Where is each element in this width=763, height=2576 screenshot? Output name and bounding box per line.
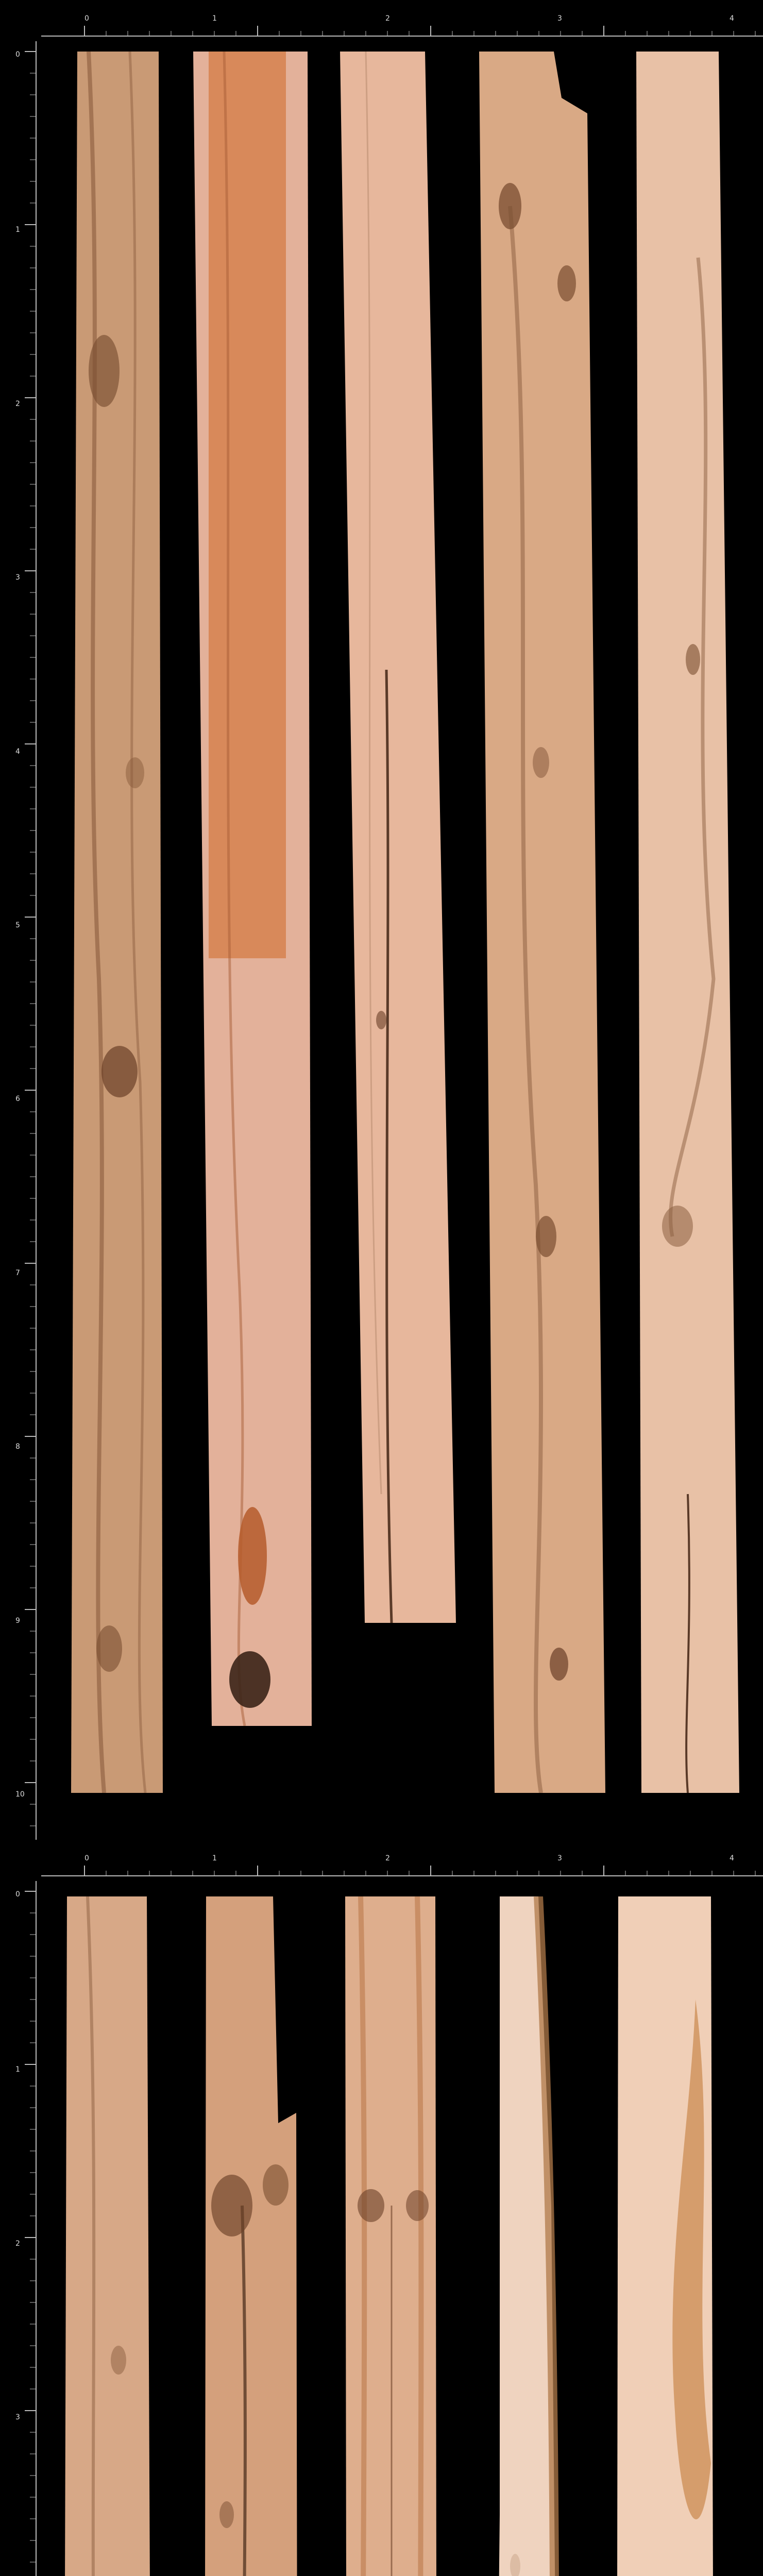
ruler-label: 3: [15, 2413, 20, 2421]
board-4: [479, 52, 605, 1793]
ruler-label: 4: [730, 1854, 734, 1862]
ruler-label: 2: [385, 14, 390, 23]
board-1: [68, 52, 166, 1793]
ruler-label: 0: [15, 50, 20, 59]
board-3: [340, 52, 456, 1623]
ruler-label: 4: [730, 14, 734, 23]
ruler-label: 7: [15, 1269, 20, 1277]
board-10: [613, 1896, 724, 2576]
board-2: [193, 52, 312, 1726]
top-ruler: [0, 0, 763, 41]
ruler-label: 6: [15, 1095, 20, 1103]
side-ruler: [0, 1881, 41, 2576]
ruler-label: 4: [15, 748, 20, 756]
bottom-panel: [0, 1840, 763, 2576]
board-6: [57, 1896, 160, 2576]
board-9: [489, 1896, 559, 2576]
ruler-label: 3: [557, 1854, 562, 1862]
ruler-label: 0: [84, 1854, 89, 1862]
board-8: [340, 1896, 443, 2576]
ruler-label: 3: [15, 573, 20, 582]
ruler-label: 1: [212, 1854, 217, 1862]
ruler-label: 0: [84, 14, 89, 23]
board-7: [196, 1896, 307, 2576]
ruler-label: 9: [15, 1617, 20, 1625]
ruler-label: 2: [15, 2240, 20, 2248]
ruler-label: 3: [557, 14, 562, 23]
ruler-label: 10: [15, 1790, 25, 1799]
board-5: [631, 52, 750, 1793]
ruler-label: 2: [15, 400, 20, 408]
ruler-label: 8: [15, 1443, 20, 1451]
ruler-label: 5: [15, 921, 20, 929]
ruler-label: 0: [15, 1890, 20, 1899]
ruler-label: 2: [385, 1854, 390, 1862]
ruler-label: 1: [15, 226, 20, 234]
ruler-label: 1: [212, 14, 217, 23]
top-ruler: [0, 1840, 763, 1881]
ruler-label: 1: [15, 2065, 20, 2074]
side-ruler: [0, 41, 41, 1840]
